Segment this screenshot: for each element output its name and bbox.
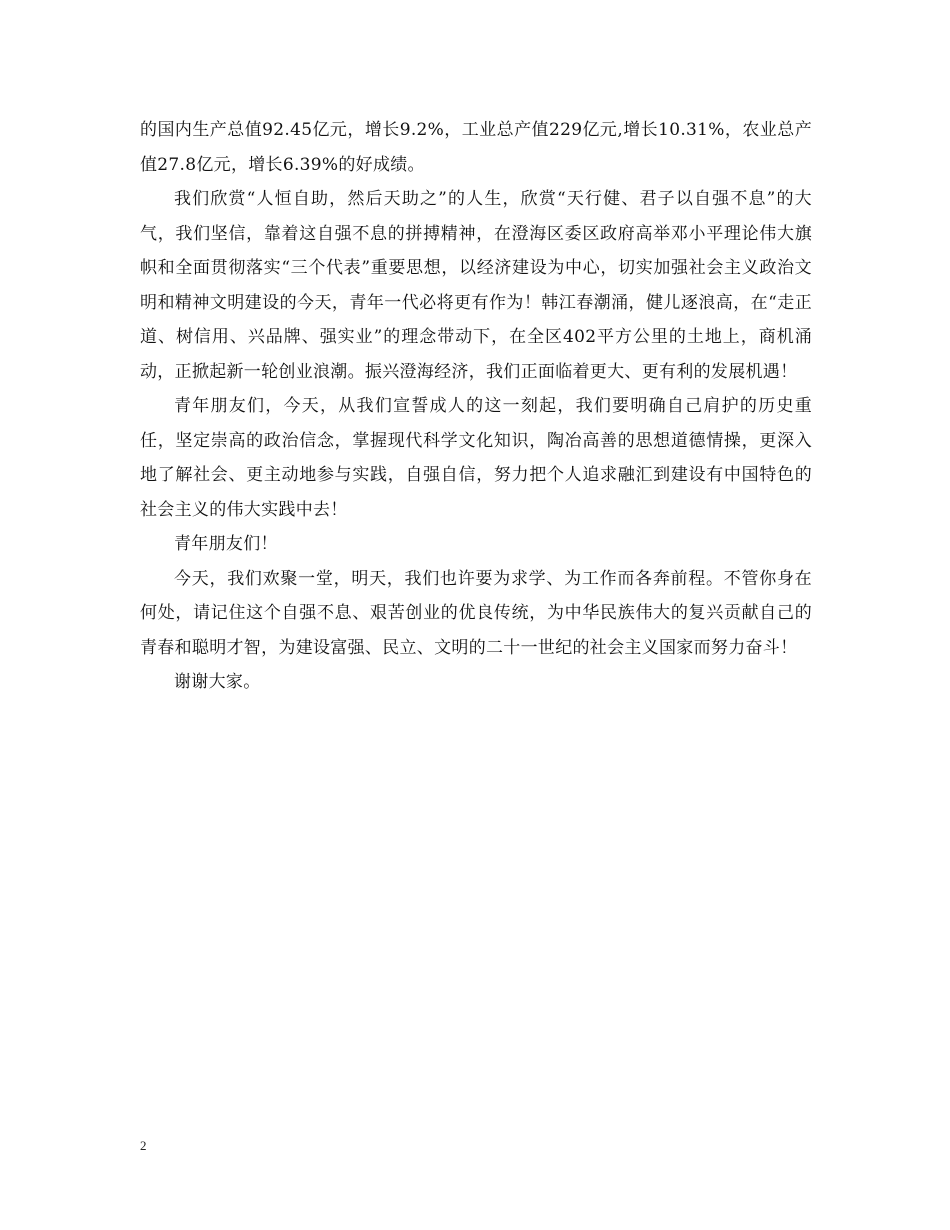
paragraph-self-reliance: 我们欣赏“人恒自助，然后天助之”的人生，欣赏“天行健、君子以自强不息”的大气，我们坚信，靠着这自强不息的拼搏精神，在澄海区委区政府高举邓小平理论伟大旗帜和全面贯彻落实“三个代表”重要思想，以经济建设为中心，切实加强社会主义政治文明和精神文明建设的今天，青年一代必将更有作为！韩江春潮涌，健儿逐浪高，在“走正道、树信用、兴品牌、强实业”的理念带动下，在全区402平方公里的土地上，商机涌动，正掀起新一轮创业浪潮。振兴澄海经济，我们正面临着更大、更有利的发展机遇！	[140, 189, 812, 382]
page-number: 2	[140, 1138, 147, 1153]
paragraph-economic-results: 的国内生产总值92.45亿元，增长9.2%，工业总产值229亿元,增长10.31%，农业总产值27.8亿元，增长6.39%的好成绩。	[140, 120, 812, 175]
paragraph-closing-call: 今天，我们欢聚一堂，明天，我们也许要为求学、为工作而各奔前程。不管你身在何处，请记住这个自强不息、艰苦创业的优良传统，为中华民族伟大的复兴贡献自己的青春和聪明才智，为建设富强、民立、文明的二十一世纪的社会主义国家而努力奋斗！	[140, 568, 812, 658]
paragraph-greeting: 青年朋友们！	[174, 534, 278, 554]
document-body	[140, 113, 812, 700]
paragraph-thanks: 谢谢大家。	[174, 672, 261, 692]
paragraph-historic-mission: 青年朋友们，今天，从我们宣誓成人的这一刻起，我们要明确自己肩护的历史重任，坚定崇高的政治信念，掌握现代科学文化知识，陶冶高善的思想道德情操，更深入地了解社会、更主动地参与实践，自强自信，努力把个人追求融汇到建设有中国特色的社会主义的伟大实践中去！	[140, 396, 812, 520]
